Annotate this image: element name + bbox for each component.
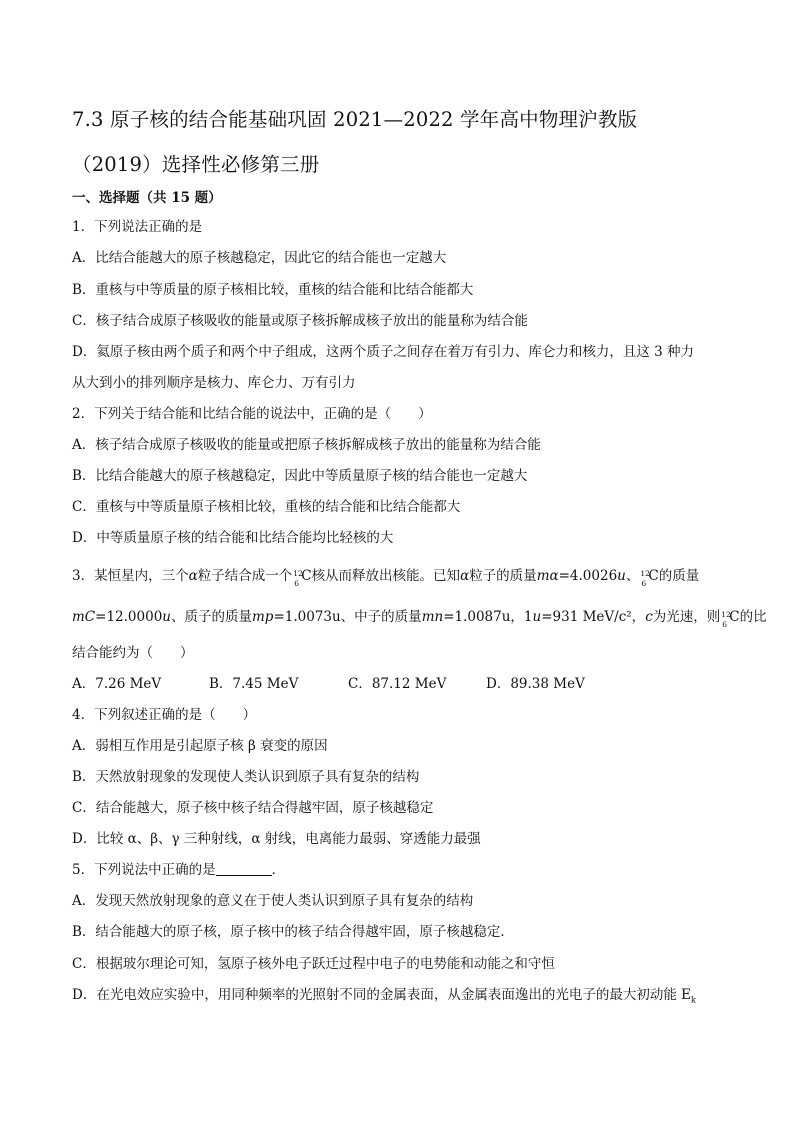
question-4-option-c: C．结合能越大，原子核中核子结合得越牢固，原子核越稳定 <box>72 800 434 816</box>
question-3-stem-line-3: 结合能约为（ ） <box>72 645 194 661</box>
question-4-option-a: A．弱相互作用是引起原子核 β 衰变的原因 <box>72 738 328 754</box>
question-1-option-b: B．重核与中等质量的原子核相比较，重核的结合能和比结合能都大 <box>72 282 474 298</box>
question-3-option-c: C．87.12 MeV <box>348 676 447 692</box>
question-5-stem: 5．下列说法中正确的是 ． <box>72 862 286 878</box>
question-4-option-d: D．比较 α、β、γ 三种射线，α 射线，电离能力最弱、穿透能力最强 <box>72 831 481 847</box>
question-2-stem: 2．下列关于结合能和比结合能的说法中，正确的是（ ） <box>72 406 432 422</box>
question-4-stem: 4．下列叙述正确的是（ ） <box>72 707 257 723</box>
carbon-12-isotope: 12 6 <box>293 569 303 588</box>
question-5-option-d: D．在光电效应实验中，用同种频率的光照射不同的金属表面，从金属表面逸出的光电子的最大初动能 $E_k$ <box>72 987 696 1005</box>
question-3-stem-line-2: mC=12.0000u、质子的质量mp=1.0073u、中子的质量mn=1.0087u，1u=931 MeV/c²，c为光速，则 12 6 C的比 <box>72 609 767 629</box>
question-3-option-a: A．7.26 MeV <box>72 676 162 692</box>
answer-blank <box>216 862 272 876</box>
question-5-option-a: A．发现天然放射现象的意义在于使人类认识到原子具有复杂的结构 <box>72 893 474 909</box>
question-5-option-c: C．根据玻尔理论可知，氢原子核外电子跃迁过程中电子的电势能和动能之和守恒 <box>72 956 555 972</box>
question-2-option-b: B．比结合能越大的原子核越稳定，因此中等质量原子核的结合能也一定越大 <box>72 468 528 484</box>
page-title-line-1: 7.3 原子核的结合能基础巩固 2021—2022 学年高中物理沪教版 <box>72 108 638 131</box>
question-1-option-d: D．氦原子核由两个质子和两个中子组成，这两个质子之间存在着万有引力、库仑力和核力，且这 3 种力 <box>72 344 694 360</box>
question-2-option-d: D．中等质量原子核的结合能和比结合能均比轻核的大 <box>72 530 394 546</box>
question-1-option-a: A．比结合能越大的原子核越稳定，因此它的结合能也一定越大 <box>72 250 447 266</box>
question-1-option-d-cont: 从大到小的排列顺序是核力、库仑力、万有引力 <box>72 375 356 391</box>
section-heading: 一、选择题（共 15 题） <box>72 190 222 206</box>
question-3-stem-line-1: 3．某恒星内，三个α粒子结合成一个 12 6 C核从而释放出核能。已知α粒子的质量mα=4.0026u、 12 6 C的质量 <box>72 568 700 588</box>
question-4-option-b: B．天然放射现象的发现使人类认识到原子具有复杂的结构 <box>72 769 420 785</box>
question-1-stem: 1．下列说法正确的是 <box>72 219 203 235</box>
question-5-option-b: B．结合能越大的原子核，原子核中的核子结合得越牢固，原子核越稳定． <box>72 924 514 940</box>
question-2-option-a: A．核子结合成原子核吸收的能量或把原子核拆解成核子放出的能量称为结合能 <box>72 437 541 453</box>
question-3-option-b: B．7.45 MeV <box>209 676 299 692</box>
question-1-option-c: C．核子结合成原子核吸收的能量或原子核拆解成核子放出的能量称为结合能 <box>72 313 528 329</box>
question-3-option-d: D．89.38 MeV <box>486 676 585 692</box>
question-2-option-c: C．重核与中等质量原子核相比较，重核的结合能和比结合能都大 <box>72 499 461 515</box>
page-title-line-2: （2019）选择性必修第三册 <box>72 153 320 176</box>
